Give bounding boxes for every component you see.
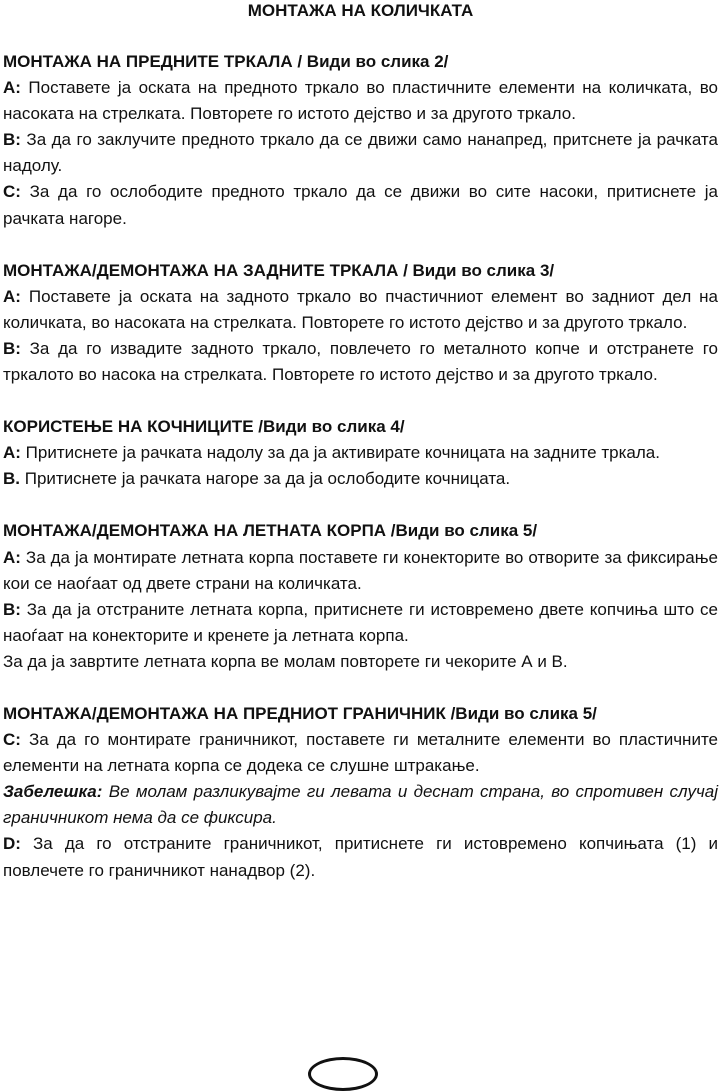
note-text: Ве молам разликувајте ги левата и деснат страна, во спротивен случај граничникот нема да се фиксира. <box>3 782 718 828</box>
step-label: A: <box>3 78 21 98</box>
step-label: B: <box>3 130 21 150</box>
step-label: B: <box>3 599 21 619</box>
section-rear-wheels <box>3 258 718 388</box>
step-label: A: <box>3 443 21 463</box>
step-text: За да го монтирате граничникот, поставете ги металните елементи во пластичните елементи на летната корпа се додека се слушне штракање. <box>3 730 718 776</box>
instruction-paragraph <box>3 179 718 231</box>
page-number-oval <box>308 1057 378 1091</box>
step-text: За да го отстраните граничникот, притиснете ги истовремено копчињата (1) и повлечете го граничникот нанадвор (2). <box>3 834 718 880</box>
step-label: A: <box>3 286 21 306</box>
instruction-paragraph <box>3 127 718 179</box>
step-text: Поставете ја оската на предното тркало во пластичните елементи на количката, во насоката на стрелката. Повторете го истото дејство и за другото тркало. <box>3 78 718 124</box>
section-heading: МОНТАЖА/ДЕМОНТАЖА НА ЛЕТНАТА КОРПА /Види во слика 5/ <box>3 521 538 541</box>
instruction-paragraph <box>3 831 718 883</box>
instruction-paragraph <box>3 649 718 675</box>
step-text: За да ја отстраните летната корпа, притиснете ги истовремено двете копчиња што се наоѓаат на конекторите и кренете ја летната корпа. <box>3 599 718 645</box>
content <box>3 49 718 884</box>
step-text: За да го заклучите предното тркало да се движи само нанапред, притснете ја рачката надолу. <box>3 130 718 176</box>
step-text: Притиснете ја рачката нагоре за да ја ослободите кочницата. <box>20 469 511 489</box>
instruction-paragraph <box>3 727 718 779</box>
step-text: Притиснете ја рачката надолу за да ја активирате кочницата на задните тркала. <box>20 443 660 463</box>
section-heading: КОРИСТЕЊЕ НА КОЧНИЦИТЕ /Види во слика 4/ <box>3 417 405 437</box>
step-text: За да ја завртите летната корпа ве молам повторете ги чекорите А и В. <box>3 651 568 671</box>
step-label: A: <box>3 547 21 567</box>
step-text: За да го извадите задното тркало, повлечето го металното копче и отстранете го тркалото во насока на стрелката. Повторете го истото дејство и за другото тркало. <box>3 338 718 385</box>
section-heading: МОНТАЖА/ДЕМОНТАЖА НА ЗАДНИТЕ ТРКАЛА / Види во слика 3/ <box>3 260 555 280</box>
section-front-wheels <box>3 49 718 232</box>
section-summer-basket <box>3 518 718 675</box>
step-text: Поставете ја оската на задното тркало во пчастичниот елемент во задниот дел на количката, во насоката на стрелката. Повторете го истото дејство и за другото тркало. <box>3 286 718 332</box>
step-label: B: <box>3 338 21 358</box>
page-title: МОНТАЖА НА КОЛИЧКАТА <box>247 1 474 20</box>
section-brakes <box>3 414 718 492</box>
instruction-paragraph <box>3 336 718 388</box>
step-label: B. <box>3 469 20 489</box>
note-paragraph <box>3 779 718 831</box>
step-label: C: <box>3 730 21 750</box>
instruction-paragraph <box>3 466 718 492</box>
step-label: C: <box>3 182 21 202</box>
instruction-paragraph <box>3 75 718 127</box>
instruction-paragraph <box>3 597 718 649</box>
instruction-paragraph <box>3 545 718 597</box>
step-text: За да ја монтирате летната корпа поставете ги конекторите во отворите за фиксирање кои се наоѓаат од двете страни на количката. <box>3 547 718 593</box>
note-label: Забелешка: <box>3 782 103 802</box>
section-heading: МОНТАЖА НА ПРЕДНИТЕ ТРКАЛА / Види во слика 2/ <box>3 52 449 71</box>
step-text: За да го ослободите предното тркало да се движи во сите насоки, притиснете ја рачката нагоре. <box>3 182 718 228</box>
section-heading: МОНТАЖА/ДЕМОНТАЖА НА ПРЕДНИОТ ГРАНИЧНИК /Види во слика 5/ <box>3 703 597 723</box>
instruction-paragraph <box>3 440 718 466</box>
section-front-bumper <box>3 701 718 884</box>
instruction-paragraph <box>3 284 718 336</box>
step-label: D: <box>3 834 21 854</box>
